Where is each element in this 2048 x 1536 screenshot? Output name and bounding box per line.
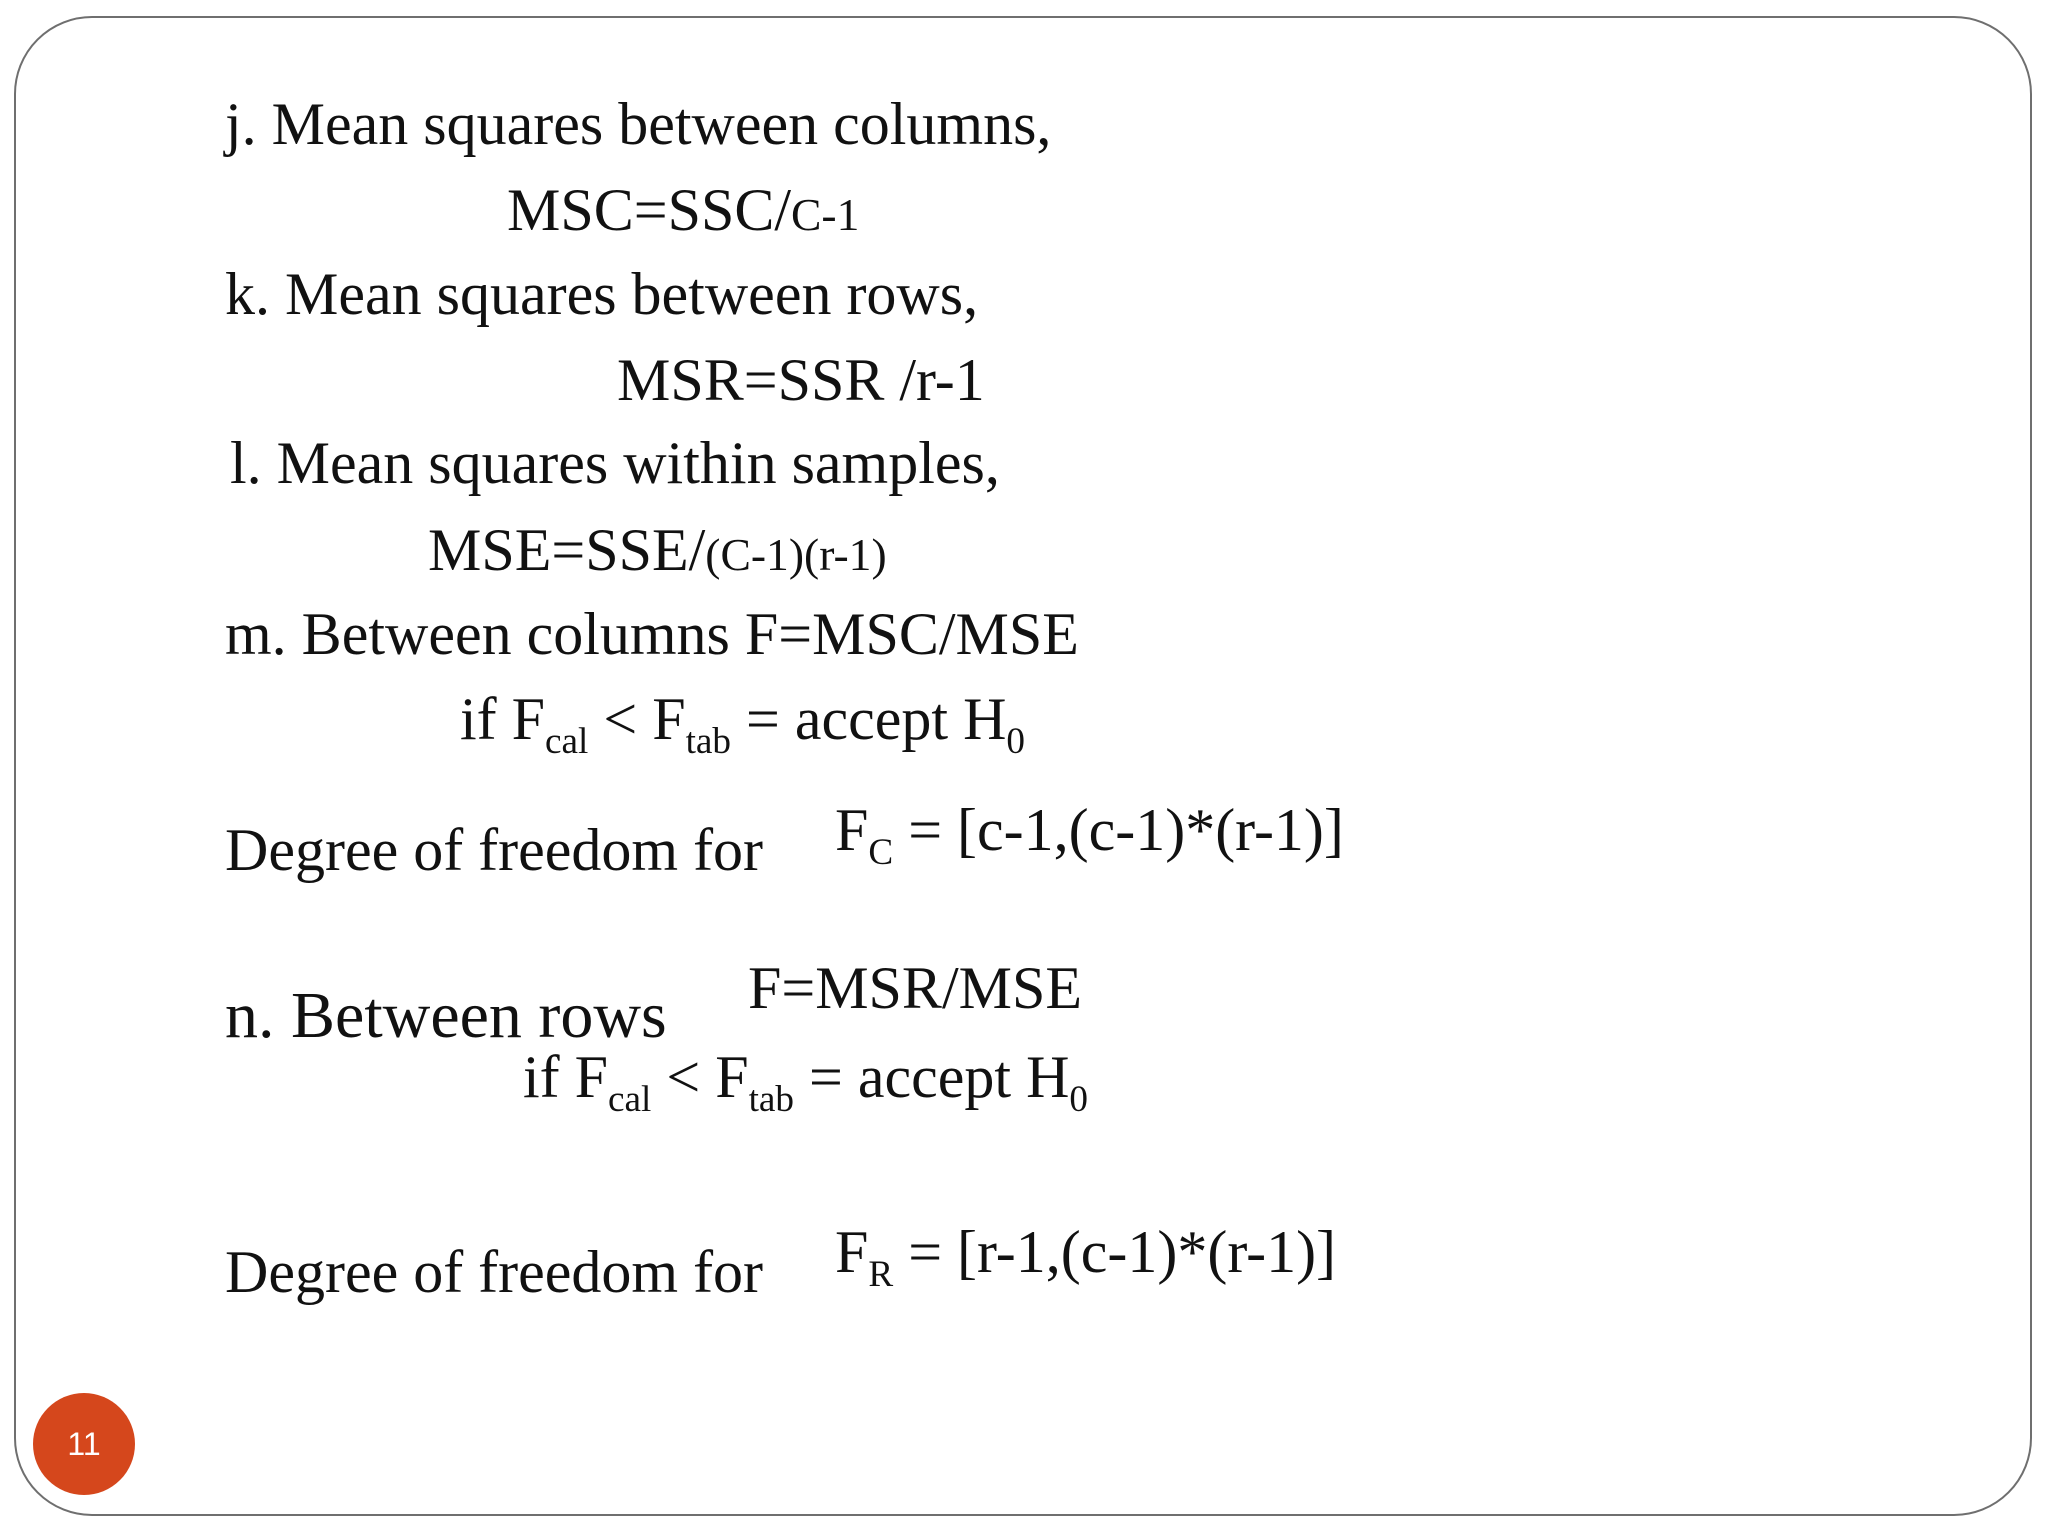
m-rule-sub-tab: tab <box>685 721 732 763</box>
l-formula-tail: (C-1)(r-1) <box>705 529 887 580</box>
n-rule-sub-zero: 0 <box>1069 1079 1088 1121</box>
m-rule-sub-zero: 0 <box>1006 721 1025 763</box>
n-rule-eq: = accept H <box>794 1044 1070 1110</box>
line-m-dof-formula <box>835 797 1344 874</box>
m-rule-if: if F <box>460 686 546 752</box>
line-n-heading: n. Between rows <box>225 979 667 1052</box>
line-m-heading: m. Between columns F=MSC/MSE <box>225 601 1079 667</box>
line-j-formula <box>507 177 860 243</box>
line-l-heading: l. Mean squares within samples, <box>230 430 1000 496</box>
m-rule-lt: < F <box>588 686 686 752</box>
m-dof-f: F <box>835 797 869 863</box>
n-rule-sub-cal: cal <box>608 1079 652 1121</box>
m-dof-sub: C <box>868 832 894 874</box>
m-dof-eq: = [c-1,(c-1)*(r-1)] <box>893 797 1344 863</box>
line-k-formula: MSR=SSR /r-1 <box>617 347 985 413</box>
n-dof-sub: R <box>868 1254 894 1296</box>
n-dof-eq: = [r-1,(c-1)*(r-1)] <box>893 1219 1337 1285</box>
line-m-rule <box>460 686 1025 763</box>
n-rule-if: if F <box>523 1044 609 1110</box>
n-rule-sub-tab: tab <box>748 1079 795 1121</box>
n-rule-lt: < F <box>651 1044 749 1110</box>
m-rule-sub-cal: cal <box>545 721 589 763</box>
n-dof-f: F <box>835 1219 869 1285</box>
j-formula-tail: C-1 <box>791 189 860 240</box>
l-formula-main: MSE=SSE/ <box>428 517 706 583</box>
line-n-rule <box>523 1044 1088 1121</box>
line-l-formula <box>428 517 887 583</box>
line-n-formula: F=MSR/MSE <box>748 955 1082 1021</box>
j-formula-main: MSC=SSC/ <box>507 177 792 243</box>
page-number-badge <box>33 1393 135 1495</box>
line-m-dof-label: Degree of freedom for <box>225 817 764 883</box>
m-rule-eq: = accept H <box>731 686 1007 752</box>
line-n-dof-label: Degree of freedom for <box>225 1239 764 1305</box>
line-j-heading: j. Mean squares between columns, <box>225 91 1052 157</box>
line-n-dof-formula <box>835 1219 1337 1296</box>
line-k-heading: k. Mean squares between rows, <box>225 261 979 327</box>
page-number: 11 <box>67 1425 101 1462</box>
